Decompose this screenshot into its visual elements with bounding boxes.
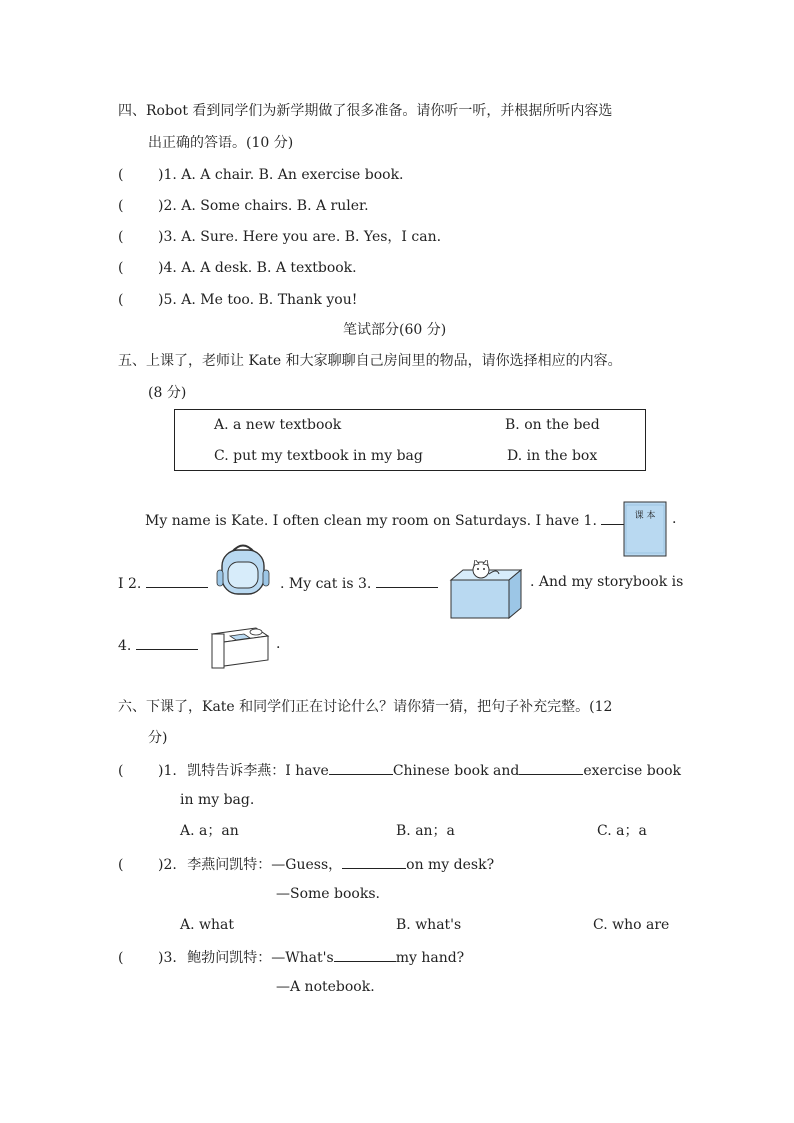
question-3: [118, 948, 464, 967]
q1-blank-1[interactable]: [329, 761, 393, 775]
option-b-text: B. on the bed: [505, 417, 600, 433]
bag-side-left: [217, 570, 223, 586]
listening-item-3: [118, 229, 441, 246]
listening-item-2: [118, 198, 369, 215]
listening-item-4: [118, 260, 357, 277]
passage-period: .: [672, 511, 677, 527]
cat-ear-left: [474, 560, 479, 565]
option-a: A. A desk.: [181, 260, 253, 276]
question-text: 凯特告诉李燕：I have: [187, 763, 329, 779]
item-number: 4.: [163, 260, 177, 276]
q2-reply: —Some books.: [276, 886, 380, 902]
option-a: A. A chair.: [181, 167, 255, 183]
question-text: Chinese book and: [392, 763, 520, 779]
q1-blank-2[interactable]: [519, 761, 583, 775]
blank-3[interactable]: [376, 574, 438, 588]
option-b: B. An exercise book.: [258, 167, 404, 183]
section5-heading-line1: 五、上课了，老师让 Kate 和大家聊聊自己房间里的物品，请你选择相应的内容。: [118, 353, 622, 369]
option-b: B. Thank you!: [258, 292, 358, 308]
section5-heading-line2: (8 分): [148, 385, 187, 401]
section4-heading-line2: 出正确的答语。(10 分): [148, 135, 294, 151]
answer-paren-open: (: [118, 763, 124, 779]
passage-text: 4.: [118, 638, 132, 654]
q1-option-a: A. a；an: [180, 823, 239, 839]
schoolbag-picture: [214, 540, 272, 598]
q2-option-b: B. what's: [396, 917, 462, 933]
listening-item-1: [118, 167, 404, 184]
question-text: on my desk?: [406, 857, 495, 873]
item-number: 3.: [163, 229, 177, 245]
pillow: [250, 629, 262, 635]
option-a-text: A. a new textbook: [214, 417, 342, 433]
box-front: [451, 580, 509, 618]
written-part-title: 笔试部分(60 分): [343, 322, 447, 338]
bed-headboard: [212, 634, 224, 668]
passage-text: I 2.: [118, 576, 142, 592]
answer-paren-open: (: [118, 950, 124, 966]
question-number: )2.: [158, 857, 177, 873]
q1-option-c: C. a；a: [597, 823, 647, 839]
blank-2[interactable]: [146, 574, 208, 588]
bag-side-right: [263, 570, 269, 586]
question-1: [118, 761, 681, 780]
passage-line2-end: . And my storybook is: [530, 574, 684, 590]
option-b: B. A ruler.: [296, 198, 369, 214]
question-number: )3.: [158, 950, 177, 966]
section4-heading-line1: 四、Robot 看到同学们为新学期做了很多准备。请你听一听，并根据所听内容选: [118, 103, 613, 119]
answer-paren-close: ): [158, 198, 164, 214]
passage-line2-start: [118, 574, 208, 593]
option-a: A. Sure. Here you are.: [181, 229, 341, 245]
option-b: B. A textbook.: [256, 260, 357, 276]
question-2: [118, 855, 494, 874]
answer-paren-close: ): [158, 292, 164, 308]
answer-paren-close: ): [158, 167, 164, 183]
q2-option-a: A. what: [180, 917, 234, 933]
answer-paren-close: ): [158, 260, 164, 276]
cat-ear-right: [483, 560, 488, 565]
cat-in-box-picture: [447, 560, 525, 620]
item-number: 1.: [163, 167, 177, 183]
answer-paren-close: ): [158, 229, 164, 245]
question-text: my hand?: [395, 950, 465, 966]
question-1-continued: in my bag.: [180, 792, 255, 808]
q3-blank[interactable]: [334, 948, 396, 962]
bed-picture: [206, 614, 272, 670]
passage-line3: [118, 636, 198, 655]
option-d-text: D. in the box: [507, 448, 598, 464]
q3-reply: —A notebook.: [276, 979, 375, 995]
q2-blank[interactable]: [342, 855, 406, 869]
passage-text: . My cat is 3.: [280, 576, 372, 592]
option-b: B. Yes，I can.: [344, 229, 442, 245]
answer-paren-open: (: [118, 229, 124, 245]
question-text: 鲍勃问凯特：—What's: [187, 950, 334, 966]
passage-line3-end: .: [276, 636, 281, 652]
answer-paren-open: (: [118, 292, 124, 308]
option-c-text: C. put my textbook in my bag: [214, 448, 423, 464]
answer-paren-open: (: [118, 260, 124, 276]
listening-item-5: [118, 292, 357, 309]
blank-4[interactable]: [136, 636, 198, 650]
section6-heading-line2: 分): [148, 730, 168, 746]
q2-option-c: C. who are: [593, 917, 670, 933]
textbook-picture: [622, 500, 668, 558]
question-text: 李燕问凯特：—Guess，: [187, 857, 343, 873]
option-a: A. Me too.: [181, 292, 255, 308]
bag-pocket: [228, 562, 258, 588]
option-a: A. Some chairs.: [181, 198, 293, 214]
passage-line1: [145, 511, 653, 530]
answer-paren-open: (: [118, 198, 124, 214]
passage-text: My name is Kate. I often clean my room on Saturdays. I have 1.: [145, 513, 597, 529]
q1-option-b: B. an；a: [396, 823, 455, 839]
question-text: exercise book: [583, 763, 682, 779]
item-number: 2.: [163, 198, 177, 214]
answer-paren-open: (: [118, 857, 124, 873]
question-number: )1.: [158, 763, 177, 779]
cat-eye-left: [477, 568, 479, 570]
cat-eye-right: [483, 568, 485, 570]
section6-heading-line1: 六、下课了，Kate 和同学们正在讨论什么？请你猜一猜，把句子补充完整。(12: [118, 699, 613, 715]
item-number: 5.: [163, 292, 177, 308]
passage-line2-mid: [280, 574, 438, 593]
textbook-label: 课 本: [634, 511, 656, 521]
answer-paren-open: (: [118, 167, 124, 183]
